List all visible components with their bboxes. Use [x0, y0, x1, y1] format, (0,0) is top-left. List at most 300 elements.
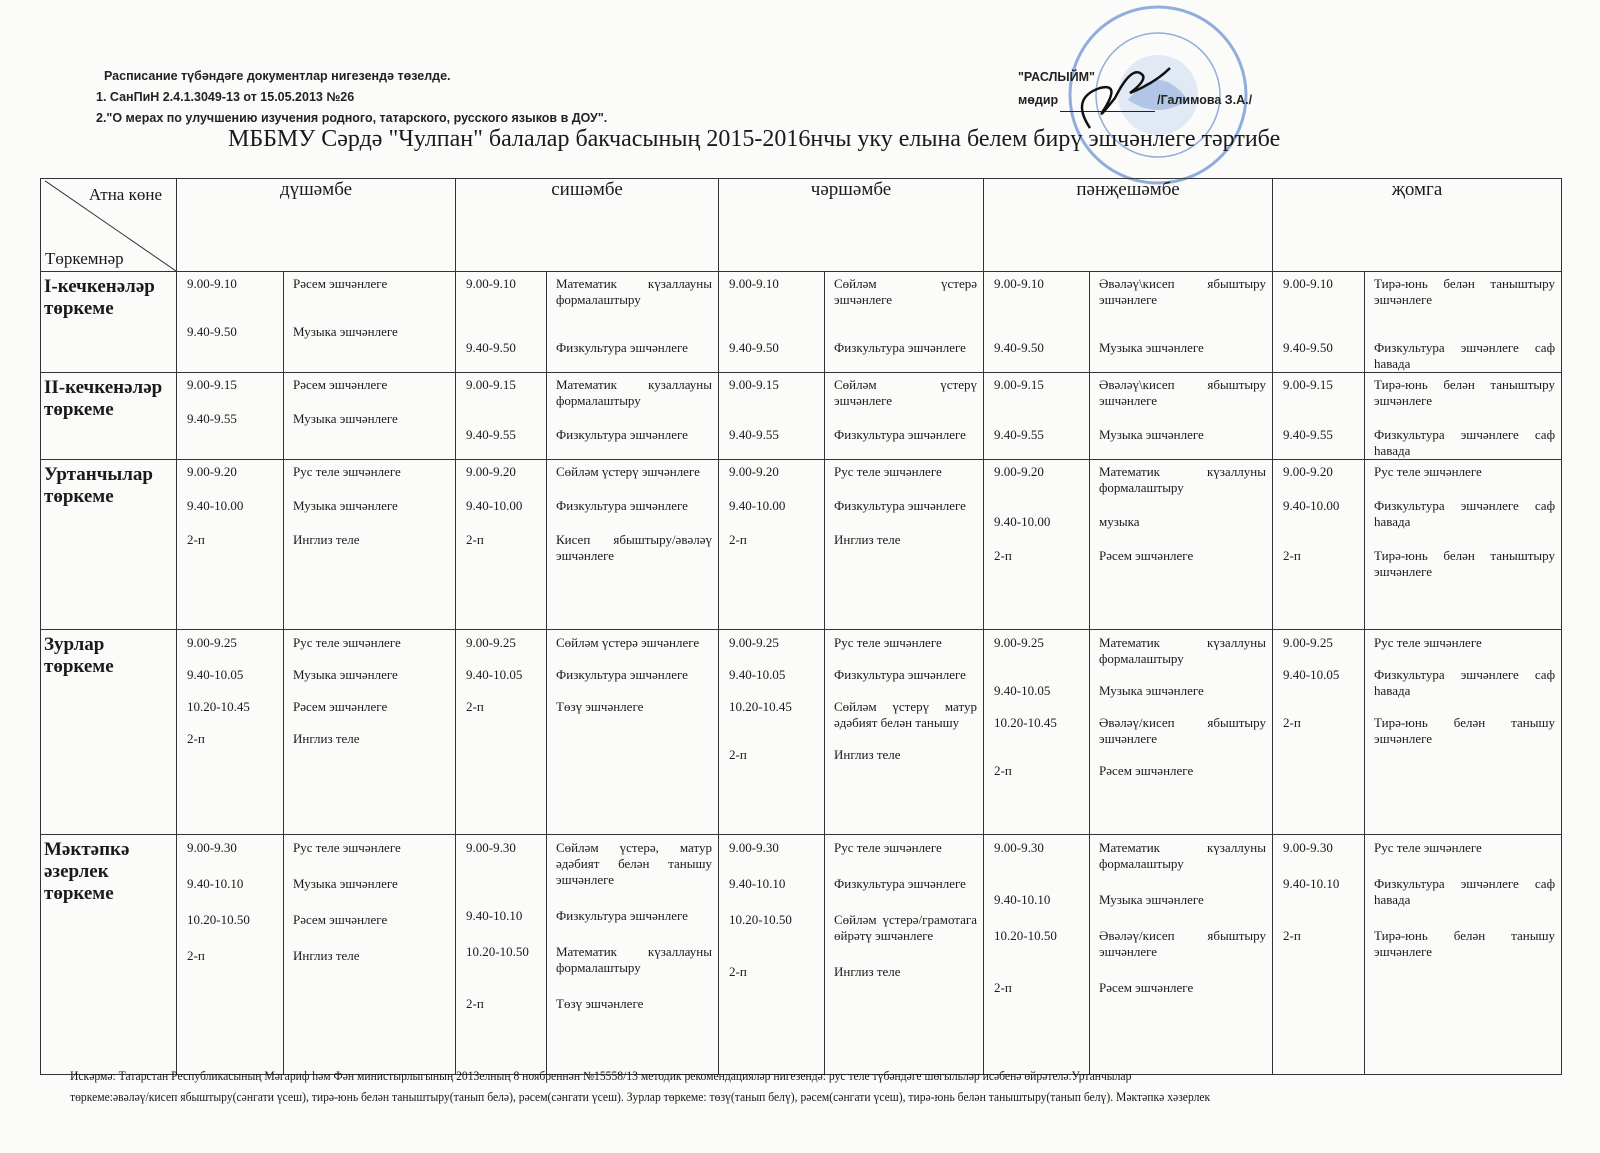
lesson-time: 9.00-9.10 — [729, 276, 779, 291]
lesson-activity: Төзү эшчәнлеге — [556, 996, 644, 1011]
lesson-activity: Рәсем эшчәнлеге — [1099, 763, 1194, 778]
lesson-entry — [984, 715, 1272, 747]
column-divider — [546, 272, 547, 372]
day-cell — [1273, 630, 1562, 835]
day-header: пәнҗешәмбе — [984, 179, 1273, 272]
lesson-time: 9.40-10.10 — [994, 892, 1051, 907]
signature — [1060, 48, 1180, 138]
lesson-entry — [719, 876, 983, 892]
column-divider — [546, 373, 547, 459]
lesson-time: 10.20-10.50 — [729, 912, 792, 927]
lesson-list — [984, 835, 1272, 996]
lesson-entry — [984, 635, 1272, 667]
lesson-time: 10.20-10.50 — [187, 912, 250, 927]
lesson-list — [1273, 460, 1561, 580]
lesson-entry — [984, 980, 1272, 996]
lesson-activity: Рәсем эшчәнлеге — [293, 912, 388, 927]
day-header: җомга — [1273, 179, 1562, 272]
lesson-time: 2-п — [1283, 928, 1301, 943]
day-cell — [456, 835, 719, 1075]
lesson-activity: Физкультура эшчәнлеге саф һавада — [1374, 498, 1555, 529]
lesson-entry — [456, 996, 718, 1012]
day-cell — [456, 272, 719, 373]
lesson-activity: Рәсем эшчәнлеге — [293, 699, 388, 714]
lesson-entry — [1273, 498, 1561, 530]
lesson-activity: Музыка эшчәнлеге — [1099, 683, 1204, 698]
lesson-time: 9.40-9.50 — [994, 340, 1044, 355]
day-cell — [1273, 272, 1562, 373]
lesson-entry — [719, 532, 983, 548]
lesson-activity: Физкультура эшчәнлеге — [834, 427, 966, 442]
lesson-activity: Математик күзаллауны формалаштыру — [556, 276, 712, 307]
lesson-time: 9.40-9.55 — [994, 427, 1044, 442]
column-divider — [283, 272, 284, 372]
lesson-entry — [984, 340, 1272, 356]
lesson-time: 9.00-9.10 — [466, 276, 516, 291]
lesson-entry — [1273, 427, 1561, 459]
lesson-list — [1273, 630, 1561, 747]
lesson-activity: музыка — [1099, 514, 1140, 529]
lesson-time: 9.00-9.15 — [1283, 377, 1333, 392]
lesson-time: 9.40-9.55 — [729, 427, 779, 442]
lesson-activity: Физкультура эшчәнлеге — [556, 667, 688, 682]
lesson-list — [456, 630, 718, 715]
column-divider — [1364, 460, 1365, 629]
lesson-time: 9.00-9.25 — [1283, 635, 1333, 650]
group-name: I-кечкенәләр төркеме — [41, 272, 177, 373]
lesson-time: 9.00-9.25 — [187, 635, 237, 650]
lesson-time: 9.00-9.25 — [994, 635, 1044, 650]
lesson-list — [984, 630, 1272, 779]
lesson-entry — [456, 427, 718, 443]
lesson-time: 9.00-9.20 — [187, 464, 237, 479]
column-divider — [824, 835, 825, 1074]
lesson-entry — [1273, 635, 1561, 651]
column-divider — [1089, 835, 1090, 1074]
schedule-table — [40, 178, 1562, 1075]
lesson-time: 10.20-10.45 — [187, 699, 250, 714]
day-cell — [1273, 460, 1562, 630]
lesson-activity: Сөйләм үстерә/грамотага өйрәтү эшчәнлеге — [834, 912, 977, 943]
lesson-activity: Физкультура эшчәнлеге саф һавада — [1374, 340, 1555, 371]
lesson-list — [1273, 835, 1561, 960]
lesson-entry — [177, 324, 455, 340]
basis-doc-2: 2."О мерах по улучшению изучения родного, татарского, русского языков в ДОУ". — [96, 111, 608, 125]
day-cell — [456, 460, 719, 630]
lesson-activity: Музыка эшчәнлеге — [293, 411, 398, 426]
lesson-activity: Сөйләм үстерә, матур әдәбият белән танышу эшчәнлеге — [556, 840, 712, 887]
lesson-time: 9.00-9.25 — [466, 635, 516, 650]
lesson-list — [177, 460, 455, 548]
lesson-list — [456, 272, 718, 356]
lesson-entry — [456, 699, 718, 715]
lesson-time: 9.40-9.55 — [466, 427, 516, 442]
lesson-entry — [984, 548, 1272, 564]
day-cell — [456, 373, 719, 460]
lesson-activity: Музыка эшчәнлеге — [293, 667, 398, 682]
lesson-entry — [456, 635, 718, 651]
lesson-entry — [719, 912, 983, 944]
lesson-time: 9.00-9.10 — [994, 276, 1044, 291]
lesson-entry — [984, 763, 1272, 779]
lesson-time: 2-п — [729, 532, 747, 547]
group-row — [41, 460, 1562, 630]
lesson-time: 10.20-10.50 — [466, 944, 529, 959]
lesson-entry — [177, 498, 455, 514]
day-cell — [719, 835, 984, 1075]
column-divider — [824, 373, 825, 459]
column-divider — [1089, 272, 1090, 372]
lesson-activity: Сөйләм үстерү матур әдәбият белән танышу — [834, 699, 977, 730]
lesson-time: 9.00-9.30 — [466, 840, 516, 855]
lesson-time: 9.00-9.30 — [994, 840, 1044, 855]
lesson-list — [177, 373, 455, 427]
lesson-entry — [984, 928, 1272, 960]
lesson-entry — [719, 840, 983, 856]
lesson-time: 9.00-9.10 — [1283, 276, 1333, 291]
lesson-activity: Тирә-юнь белән таныштыру эшчәнлеге — [1374, 276, 1555, 307]
lesson-time: 2-п — [1283, 715, 1301, 730]
column-divider — [1364, 272, 1365, 372]
column-divider — [824, 630, 825, 834]
lesson-entry — [984, 840, 1272, 872]
lesson-activity: Математик күзаллуны формалаштыру — [1099, 464, 1266, 495]
group-name: Зурлар төркеме — [41, 630, 177, 835]
lesson-entry — [456, 464, 718, 480]
lesson-activity: Сөйләм үстерү эшчәнлеге — [556, 464, 700, 479]
lesson-activity: Математик күзаллауны формалаштыру — [556, 944, 712, 975]
lesson-entry — [1273, 715, 1561, 747]
lesson-activity: Тирә-юнь белән танышу эшчәнлеге — [1374, 928, 1555, 959]
lesson-entry — [456, 944, 718, 976]
lesson-time: 9.40-10.00 — [729, 498, 786, 513]
lesson-entry — [177, 377, 455, 393]
lesson-activity: Тирә-юнь белән таныштыру эшчәнлеге — [1374, 548, 1555, 579]
lesson-activity: Физкультура эшчәнлеге — [834, 340, 966, 355]
lesson-activity: Физкультура эшчәнлеге — [556, 340, 688, 355]
lesson-list — [984, 373, 1272, 443]
lesson-time: 9.40-10.10 — [729, 876, 786, 891]
lesson-time: 9.40-9.50 — [729, 340, 779, 355]
day-cell — [177, 460, 456, 630]
lesson-time: 2-п — [187, 948, 205, 963]
lesson-activity: Рус теле эшчәнлеге — [1374, 464, 1482, 479]
lesson-time: 9.00-9.15 — [187, 377, 237, 392]
lesson-entry — [456, 377, 718, 409]
lesson-time: 9.00-9.20 — [729, 464, 779, 479]
lesson-list — [719, 373, 983, 443]
lesson-entry — [456, 908, 718, 924]
column-divider — [283, 373, 284, 459]
footnote — [70, 1066, 1465, 1108]
lesson-time: 2-п — [729, 747, 747, 762]
lesson-activity: Физкультура эшчәнлеге — [556, 427, 688, 442]
lesson-entry — [456, 667, 718, 683]
lesson-activity: Рус теле эшчәнлеге — [293, 464, 401, 479]
lesson-activity: Физкультура эшчәнлеге — [834, 498, 966, 513]
lesson-entry — [719, 699, 983, 731]
lesson-entry — [719, 667, 983, 683]
lesson-time: 9.40-9.55 — [187, 411, 237, 426]
lesson-entry — [177, 699, 455, 715]
lesson-time: 2-п — [187, 532, 205, 547]
column-divider — [283, 630, 284, 834]
header-row — [41, 179, 1562, 272]
lesson-entry — [456, 840, 718, 888]
lesson-activity: Тирә-юнь белән танышу эшчәнлеге — [1374, 715, 1555, 746]
lesson-time: 2-п — [994, 763, 1012, 778]
lesson-activity: Инглиз теле — [293, 731, 360, 746]
lesson-time: 9.40-10.00 — [994, 514, 1051, 529]
lesson-activity: Әвәләү/кисеп ябыштыру эшчәнлеге — [1099, 715, 1266, 746]
lesson-entry — [177, 731, 455, 747]
column-divider — [1364, 373, 1365, 459]
lesson-activity: Рус теле эшчәнлеге — [834, 840, 942, 855]
column-divider — [546, 460, 547, 629]
day-cell — [177, 373, 456, 460]
lesson-activity: Рус теле эшчәнлеге — [293, 840, 401, 855]
lesson-list — [177, 630, 455, 747]
lesson-activity: Музыка эшчәнлеге — [293, 324, 398, 339]
lesson-list — [719, 835, 983, 980]
lesson-time: 2-п — [466, 996, 484, 1011]
lesson-activity: Музыка эшчәнлеге — [1099, 892, 1204, 907]
lesson-list — [719, 272, 983, 356]
footnote-line: төркеме:әвәләү/кисеп ябыштыру(сәнгати үсеш), тирә-юнь белән таныштыру(танып белә), рәсем(сәнгати үсеш). Зурлар төркеме: төзү(танып белү), рәсем(сәнгати үсеш), тирә-юнь белән таныштыру(танып белү). Мәктәпкә хәзерлек — [70, 1090, 1211, 1104]
lesson-activity: Инглиз теле — [293, 532, 360, 547]
lesson-activity: Инглиз теле — [834, 747, 901, 762]
lesson-entry — [984, 683, 1272, 699]
lesson-time: 2-п — [994, 548, 1012, 563]
lesson-activity: Физкультура эшчәнлеге саф һавада — [1374, 427, 1555, 458]
lesson-time: 9.00-9.20 — [994, 464, 1044, 479]
lesson-entry — [719, 427, 983, 443]
day-cell — [984, 272, 1273, 373]
day-cell — [1273, 835, 1562, 1075]
lesson-entry — [177, 635, 455, 651]
column-divider — [1364, 835, 1365, 1074]
lesson-entry — [719, 498, 983, 514]
lesson-activity: Музыка эшчәнлеге — [1099, 340, 1204, 355]
basis-doc-1: 1. СанПиН 2.4.1.3049-13 от 15.05.2013 №26 — [96, 90, 355, 104]
lesson-time: 9.40-10.10 — [187, 876, 244, 891]
lesson-entry — [177, 276, 455, 292]
group-name: Уртанчылар төркеме — [41, 460, 177, 630]
lesson-entry — [1273, 464, 1561, 480]
lesson-entry — [177, 532, 455, 548]
lesson-activity: Рәсем эшчәнлеге — [1099, 980, 1194, 995]
day-cell — [177, 630, 456, 835]
lesson-time: 9.00-9.10 — [187, 276, 237, 291]
lesson-entry — [719, 340, 983, 356]
approval-label: "РАСЛЫЙМ" — [1018, 70, 1095, 84]
lesson-activity: Төзү эшчәнлеге — [556, 699, 644, 714]
lesson-time: 9.40-10.00 — [1283, 498, 1340, 513]
column-divider — [1089, 373, 1090, 459]
lesson-time: 9.40-10.05 — [729, 667, 786, 682]
lesson-entry — [1273, 548, 1561, 580]
lesson-activity: Рәсем эшчәнлеге — [293, 377, 388, 392]
lesson-entry — [1273, 276, 1561, 308]
lesson-entry — [1273, 840, 1561, 856]
lesson-entry — [719, 377, 983, 409]
lesson-activity: Рус теле эшчәнлеге — [293, 635, 401, 650]
day-cell — [456, 630, 719, 835]
lesson-time: 9.40-9.50 — [187, 324, 237, 339]
lesson-entry — [456, 532, 718, 564]
lesson-entry — [719, 464, 983, 480]
basis-intro: Расписание түбәндәге документлар нигезендә төзелде. — [104, 69, 451, 83]
approval-position: мөдир — [1018, 93, 1059, 107]
lesson-activity: Әвәләү/кисеп ябыштыру эшчәнлеге — [1099, 928, 1266, 959]
lesson-time: 9.40-10.10 — [1283, 876, 1340, 891]
lesson-list — [177, 835, 455, 964]
column-divider — [1089, 460, 1090, 629]
lesson-activity: Физкультура эшчәнлеге — [834, 876, 966, 891]
lesson-time: 9.40-9.50 — [1283, 340, 1333, 355]
lesson-activity: Математик күзаллуны формалаштыру — [1099, 635, 1266, 666]
lesson-activity: Музыка эшчәнлеге — [293, 498, 398, 513]
lesson-entry — [984, 276, 1272, 308]
footnote-line: Искәрмә: Татарстан Республикасының Мәгариф һәм Фән министырлыгының 2013елның 8 ноябреннән №15558/13 методик рекомендацияләр нигезендә: рус теле түбәндәге шөгыльләр исәбенә өйрәтелә.Уртанчылар — [70, 1069, 1132, 1083]
group-row — [41, 835, 1562, 1075]
day-cell — [984, 460, 1273, 630]
lesson-time: 2-п — [994, 980, 1012, 995]
lesson-time: 9.40-10.05 — [994, 683, 1051, 698]
corner-weekday-label: Атна көне — [88, 185, 162, 204]
lesson-activity: Рәсем эшчәнлеге — [1099, 548, 1194, 563]
lesson-activity: Рус теле эшчәнлеге — [1374, 840, 1482, 855]
lesson-time: 9.40-10.00 — [466, 498, 523, 513]
basis-documents — [96, 66, 608, 129]
group-row — [41, 373, 1562, 460]
lesson-entry — [984, 514, 1272, 530]
lesson-time: 10.20-10.45 — [729, 699, 792, 714]
lesson-activity: Кисеп ябыштыру/әвәләү эшчәнлеге — [556, 532, 712, 563]
day-cell — [984, 835, 1273, 1075]
lesson-entry — [1273, 667, 1561, 699]
lesson-activity: Тирә-юнь белән таныштыру эшчәнлеге — [1374, 377, 1555, 408]
lesson-list — [984, 460, 1272, 564]
lesson-entry — [984, 464, 1272, 496]
day-cell — [1273, 373, 1562, 460]
lesson-activity: Рәсем эшчәнлеге — [293, 276, 388, 291]
lesson-time: 9.00-9.15 — [994, 377, 1044, 392]
lesson-entry — [719, 276, 983, 308]
approval-name: /Галимова З.А./ — [1157, 93, 1253, 107]
lesson-time: 9.00-9.15 — [729, 377, 779, 392]
group-row — [41, 272, 1562, 373]
lesson-time: 9.40-9.50 — [466, 340, 516, 355]
lesson-activity: Инглиз теле — [834, 532, 901, 547]
lesson-activity: Физкультура эшчәнлеге саф һавада — [1374, 876, 1555, 907]
column-divider — [824, 272, 825, 372]
lesson-time: 9.00-9.30 — [729, 840, 779, 855]
day-cell — [984, 373, 1273, 460]
lesson-time: 9.00-9.30 — [1283, 840, 1333, 855]
lesson-entry — [1273, 377, 1561, 409]
lesson-entry — [1273, 876, 1561, 908]
column-divider — [283, 460, 284, 629]
lesson-list — [177, 272, 455, 340]
lesson-activity: Әвәләү\кисеп ябыштыру эшчәнлеге — [1099, 276, 1266, 307]
lesson-list — [456, 460, 718, 564]
lesson-entry — [177, 667, 455, 683]
lesson-activity: Инглиз теле — [834, 964, 901, 979]
day-cell — [719, 373, 984, 460]
lesson-entry — [984, 427, 1272, 443]
lesson-list — [719, 630, 983, 763]
lesson-activity: Әвәләү\кисеп ябыштыру эшчәнлеге — [1099, 377, 1266, 408]
group-name: II-кечкенәләр төркеме — [41, 373, 177, 460]
lesson-time: 9.00-9.25 — [729, 635, 779, 650]
lesson-time: 2-п — [729, 964, 747, 979]
lesson-time: 10.20-10.45 — [994, 715, 1057, 730]
corner-groups-label: Төркемнәр — [45, 249, 124, 268]
page-title: МББМУ Сәрдә "Чулпан" балалар бакчасының 2015-2016нчы уку елына белем бирү эшчәнлеге тәртибе — [228, 126, 1281, 152]
group-name: Мәктәпкә әзерлек төркеме — [41, 835, 177, 1075]
lesson-activity: Инглиз теле — [293, 948, 360, 963]
lesson-activity: Физкультура эшчәнлеге — [556, 908, 688, 923]
lesson-list — [456, 373, 718, 443]
lesson-time: 2-п — [466, 699, 484, 714]
lesson-time: 9.40-9.55 — [1283, 427, 1333, 442]
column-divider — [1364, 630, 1365, 834]
lesson-entry — [177, 840, 455, 856]
column-divider — [546, 630, 547, 834]
lesson-time: 2-п — [187, 731, 205, 746]
column-divider — [1089, 630, 1090, 834]
lesson-time: 2-п — [1283, 548, 1301, 563]
lesson-activity: Физкультура эшчәнлеге — [834, 667, 966, 682]
day-cell — [719, 272, 984, 373]
lesson-entry — [177, 876, 455, 892]
lesson-time: 9.40-10.05 — [1283, 667, 1340, 682]
day-header: чәршәмбе — [719, 179, 984, 272]
lesson-time: 9.00-9.15 — [466, 377, 516, 392]
lesson-activity: Музыка эшчәнлеге — [293, 876, 398, 891]
lesson-entry — [456, 498, 718, 514]
lesson-time: 9.00-9.20 — [466, 464, 516, 479]
lesson-entry — [719, 964, 983, 980]
lesson-time: 10.20-10.50 — [994, 928, 1057, 943]
lesson-activity: Рус теле эшчәнлеге — [834, 635, 942, 650]
lesson-time: 9.00-9.30 — [187, 840, 237, 855]
day-cell — [719, 460, 984, 630]
lesson-time: 2-п — [466, 532, 484, 547]
lesson-time: 9.40-10.10 — [466, 908, 523, 923]
lesson-time: 9.40-10.05 — [466, 667, 523, 682]
lesson-list — [719, 460, 983, 548]
lesson-entry — [177, 948, 455, 964]
lesson-entry — [177, 912, 455, 928]
lesson-activity: Музыка эшчәнлеге — [1099, 427, 1204, 442]
lesson-entry — [984, 377, 1272, 409]
lesson-list — [456, 835, 718, 1012]
lesson-entry — [719, 747, 983, 763]
lesson-activity: Математик кузаллауны формалаштыру — [556, 377, 712, 408]
lesson-entry — [1273, 340, 1561, 372]
lesson-activity: Физкультура эшчәнлеге — [556, 498, 688, 513]
lesson-entry — [456, 276, 718, 308]
lesson-activity: Рус теле эшчәнлеге — [1374, 635, 1482, 650]
lesson-list — [1273, 272, 1561, 372]
column-divider — [824, 460, 825, 629]
lesson-entry — [1273, 928, 1561, 960]
column-divider — [546, 835, 547, 1074]
lesson-entry — [177, 464, 455, 480]
lesson-time: 9.00-9.20 — [1283, 464, 1333, 479]
